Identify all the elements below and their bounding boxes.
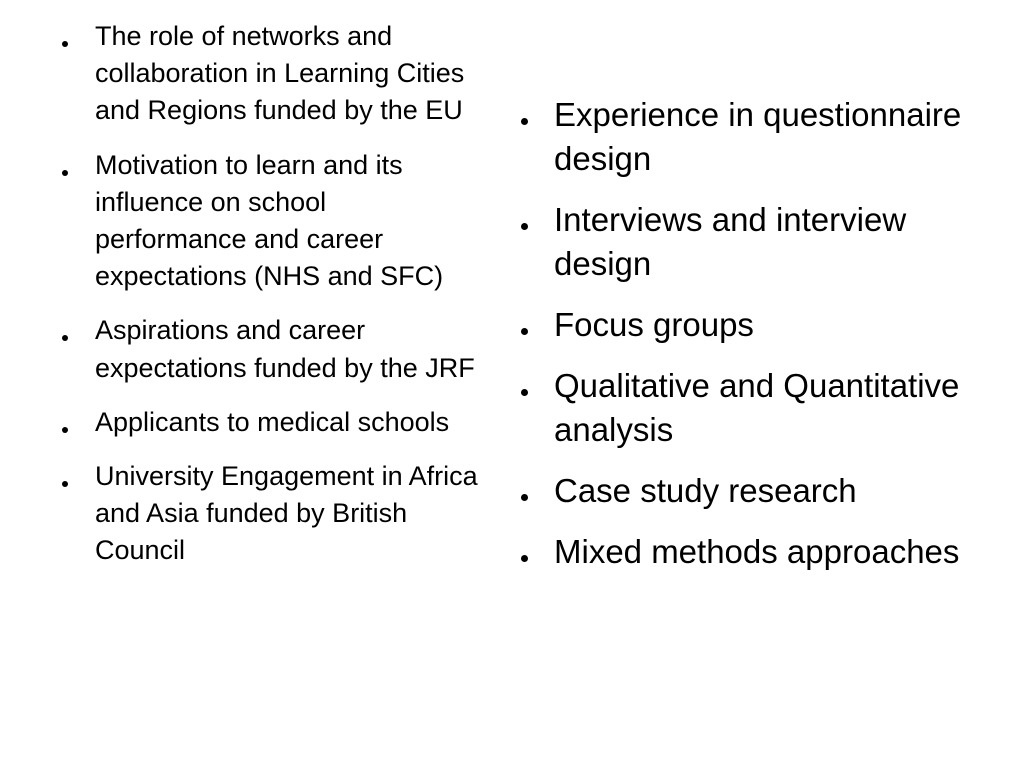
list-item-text: Interviews and interview design: [554, 201, 907, 282]
research-methods-list: [554, 93, 964, 591]
list-item-text: The role of networks and collaboration in Learning Cities and Regions funded by the EU: [95, 21, 465, 126]
list-item: [95, 147, 480, 296]
list-item-text: University Engagement in Africa and Asia funded by British Council: [95, 461, 478, 566]
list-item: [95, 404, 480, 441]
bullet-icon: [521, 328, 528, 335]
list-item-text: Qualitative and Quantitative analysis: [554, 367, 960, 448]
list-item: [95, 458, 480, 570]
list-item-text: Experience in questionnaire design: [554, 96, 962, 177]
bullet-icon: [521, 494, 528, 501]
list-item: [554, 469, 964, 513]
list-item-text: Focus groups: [554, 306, 754, 343]
list-item: [554, 303, 964, 347]
list-item: [554, 198, 964, 286]
research-projects-list: [95, 18, 480, 587]
bullet-icon: [521, 223, 528, 230]
list-item-text: Aspirations and career expectations funded by the JRF: [95, 315, 475, 383]
bullet-icon: [62, 427, 68, 433]
bullet-icon: [62, 481, 68, 487]
bullet-icon: [521, 118, 528, 125]
list-item-text: Motivation to learn and its influence on school performance and career expectations (NHS and SFC): [95, 149, 444, 292]
list-item-text: Applicants to medical schools: [95, 406, 450, 437]
list-item: [554, 93, 964, 181]
bullet-icon: [62, 335, 68, 341]
bullet-icon: [62, 41, 68, 47]
list-item: [95, 18, 480, 130]
list-item: [95, 312, 480, 386]
list-item-text: Case study research: [554, 472, 857, 509]
list-item-text: Mixed methods approaches: [554, 533, 960, 570]
bullet-icon: [62, 170, 68, 176]
bullet-icon: [521, 389, 528, 396]
list-item: [554, 364, 964, 452]
list-item: [554, 530, 964, 574]
bullet-icon: [521, 555, 528, 562]
